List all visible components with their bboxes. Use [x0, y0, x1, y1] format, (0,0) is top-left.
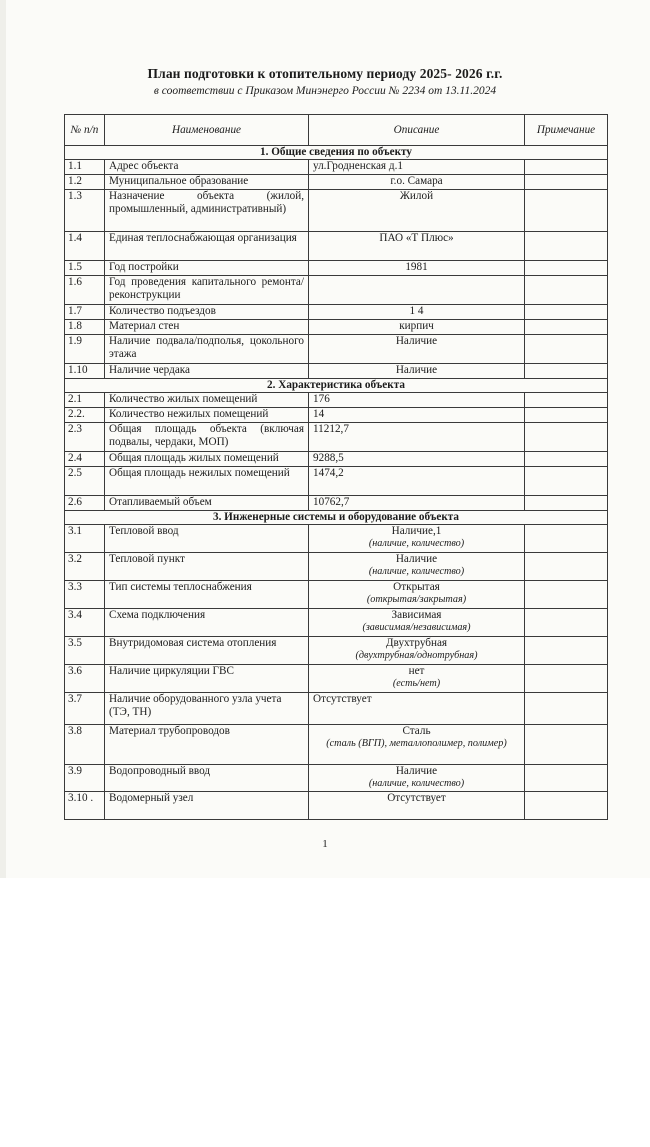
row-num: 3.6: [65, 665, 105, 693]
scan-edge: [0, 0, 6, 878]
row-num: 1.2: [65, 175, 105, 190]
row-num: 3.1: [65, 525, 105, 553]
row-name: Единая теплоснабжающая организация: [105, 232, 309, 261]
row-desc: 1 4: [309, 305, 525, 320]
header-num: № п/п: [65, 115, 105, 146]
row-name: Схема подключения: [105, 609, 309, 637]
row-desc-hint: (открытая/закрытая): [366, 594, 467, 605]
table-row: [65, 305, 608, 320]
row-note: [525, 232, 608, 261]
row-note: [525, 452, 608, 467]
row-name: Материал трубопроводов: [105, 725, 309, 765]
row-num: 1.5: [65, 261, 105, 276]
row-desc: Наличие: [309, 364, 525, 379]
row-num: 1.6: [65, 276, 105, 305]
row-desc: [309, 581, 525, 609]
row-desc-hint: (сталь (ВГП), металлополимер, полимер): [326, 738, 507, 749]
row-name: Наличие подвала/подполья, цокольного этажа: [105, 335, 309, 364]
row-name: Наличие циркуляции ГВС: [105, 665, 309, 693]
row-name: Внутридомовая система отопления: [105, 637, 309, 665]
table-row: [65, 276, 608, 305]
row-name: Количество жилых помещений: [105, 393, 309, 408]
table-row: [65, 335, 608, 364]
table-row: [65, 496, 608, 511]
row-desc: [309, 609, 525, 637]
row-name: Год постройки: [105, 261, 309, 276]
row-num: 3.7: [65, 693, 105, 725]
table-header-row: [65, 115, 608, 146]
page-number: 1: [322, 838, 328, 850]
row-note: [525, 408, 608, 423]
row-num: 3.9: [65, 765, 105, 792]
row-note: [525, 765, 608, 792]
table-row: [65, 693, 608, 725]
table-row: [65, 467, 608, 496]
table-row: [65, 175, 608, 190]
header-desc: Описание: [309, 115, 525, 146]
row-name: Муниципальное образование: [105, 175, 309, 190]
row-note: [525, 792, 608, 820]
row-desc-value: Сталь: [402, 725, 431, 737]
row-name: Общая площадь нежилых помещений: [105, 467, 309, 496]
row-name: Водомерный узел: [105, 792, 309, 820]
row-num: 3.8: [65, 725, 105, 765]
row-note: [525, 496, 608, 511]
row-name: Тепловой пункт: [105, 553, 309, 581]
section-title: 3. Инженерные системы и оборудование объекта: [65, 511, 608, 525]
row-desc: Жилой: [309, 190, 525, 232]
row-num: 2.4: [65, 452, 105, 467]
row-note: [525, 609, 608, 637]
row-num: 3.4: [65, 609, 105, 637]
row-desc: кирпич: [309, 320, 525, 335]
row-desc: Наличие: [309, 335, 525, 364]
row-note: [525, 335, 608, 364]
row-name: Общая площадь объекта (включая подвалы, чердаки, МОП): [105, 423, 309, 452]
row-desc: 1474,2: [309, 467, 525, 496]
row-desc: г.о. Самара: [309, 175, 525, 190]
row-note: [525, 581, 608, 609]
row-num: 1.10: [65, 364, 105, 379]
row-num: 1.3: [65, 190, 105, 232]
row-name: Количество подъездов: [105, 305, 309, 320]
row-note: [525, 725, 608, 765]
row-desc: [309, 525, 525, 553]
row-desc: [309, 637, 525, 665]
row-name: Отапливаемый объем: [105, 496, 309, 511]
table-row: [65, 792, 608, 820]
row-desc: [309, 725, 525, 765]
row-num: 1.1: [65, 160, 105, 175]
row-desc: Отсутствует: [309, 693, 525, 725]
row-desc-hint: (наличие, количество): [368, 538, 465, 549]
row-note: [525, 175, 608, 190]
row-name: Водопроводный ввод: [105, 765, 309, 792]
row-name: Наличие чердака: [105, 364, 309, 379]
row-desc-hint: (наличие, количество): [368, 566, 465, 577]
table-row: [65, 320, 608, 335]
table-row: [65, 393, 608, 408]
row-desc: [309, 553, 525, 581]
row-name: Материал стен: [105, 320, 309, 335]
table-row: [65, 665, 608, 693]
row-name: Общая площадь жилых помещений: [105, 452, 309, 467]
row-note: [525, 665, 608, 693]
row-num: 3.3: [65, 581, 105, 609]
header-name: Наименование: [105, 115, 309, 146]
row-note: [525, 276, 608, 305]
row-desc-hint: (есть/нет): [392, 678, 441, 689]
section-row: [65, 146, 608, 160]
row-desc-hint: (наличие, количество): [368, 778, 465, 789]
row-name: Тепловой ввод: [105, 525, 309, 553]
row-desc: ул.Гродненская д.1: [309, 160, 525, 175]
row-note: [525, 364, 608, 379]
row-num: 3.5: [65, 637, 105, 665]
plan-table: [64, 114, 608, 820]
row-note: [525, 320, 608, 335]
table-row: [65, 452, 608, 467]
section-row: [65, 379, 608, 393]
row-desc-value: Открытая: [393, 581, 440, 593]
header-note: Примечание: [525, 115, 608, 146]
row-name: Назначение объекта (жилой, промышленный, административный): [105, 190, 309, 232]
table-row: [65, 232, 608, 261]
document-title: План подготовки к отопительному периоду 2025- 2026 г.г.: [147, 66, 503, 81]
row-desc: ПАО «Т Плюс»: [309, 232, 525, 261]
row-num: 2.5: [65, 467, 105, 496]
table-row: [65, 765, 608, 792]
row-note: [525, 393, 608, 408]
row-num: 1.7: [65, 305, 105, 320]
row-note: [525, 305, 608, 320]
row-desc: 1981: [309, 261, 525, 276]
table-row: [65, 553, 608, 581]
table-row: [65, 581, 608, 609]
row-name: Адрес объекта: [105, 160, 309, 175]
row-note: [525, 190, 608, 232]
row-desc: 14: [309, 408, 525, 423]
row-num: 2.3: [65, 423, 105, 452]
row-desc: 9288,5: [309, 452, 525, 467]
table-row: [65, 261, 608, 276]
row-desc: 11212,7: [309, 423, 525, 452]
row-desc-value: Зависимая: [391, 609, 442, 621]
row-desc-value: Наличие: [395, 765, 438, 777]
table-row: [65, 408, 608, 423]
row-desc-hint: (двухтрубная/однотрубная): [355, 650, 478, 661]
row-num: 3.10 .: [65, 792, 105, 820]
row-name: Год проведения капитального ремонта/реконструкции: [105, 276, 309, 305]
table-row: [65, 637, 608, 665]
row-desc-value: нет: [408, 665, 425, 677]
row-desc: Отсутствует: [309, 792, 525, 820]
row-name: Тип системы теплоснабжения: [105, 581, 309, 609]
row-desc-value: Двухтрубная: [385, 637, 448, 649]
row-note: [525, 637, 608, 665]
row-desc: [309, 665, 525, 693]
row-desc-hint: (зависимая/независимая): [362, 622, 471, 633]
table-row: [65, 609, 608, 637]
row-desc: 10762,7: [309, 496, 525, 511]
row-desc-value: Наличие,1: [391, 525, 442, 537]
row-name: Количество нежилых помещений: [105, 408, 309, 423]
row-note: [525, 160, 608, 175]
row-note: [525, 525, 608, 553]
row-note: [525, 553, 608, 581]
document-subtitle: в соответствии с Приказом Минэнерго России № 2234 от 13.11.2024: [153, 85, 497, 97]
table-row: [65, 725, 608, 765]
table-row: [65, 525, 608, 553]
row-desc: [309, 276, 525, 305]
row-note: [525, 261, 608, 276]
row-num: 1.4: [65, 232, 105, 261]
row-num: 3.2: [65, 553, 105, 581]
table-row: [65, 423, 608, 452]
row-name: Наличие оборудованного узла учета (ТЭ, ТН): [105, 693, 309, 725]
table-row: [65, 190, 608, 232]
table-row: [65, 364, 608, 379]
section-title: 1. Общие сведения по объекту: [65, 146, 608, 160]
row-note: [525, 693, 608, 725]
row-desc: [309, 765, 525, 792]
section-row: [65, 511, 608, 525]
row-num: 2.1: [65, 393, 105, 408]
table-row: [65, 160, 608, 175]
row-num: 2.2.: [65, 408, 105, 423]
row-desc-value: Наличие: [395, 553, 438, 565]
row-desc: 176: [309, 393, 525, 408]
row-num: 1.9: [65, 335, 105, 364]
row-note: [525, 423, 608, 452]
row-num: 2.6: [65, 496, 105, 511]
row-note: [525, 467, 608, 496]
row-num: 1.8: [65, 320, 105, 335]
section-title: 2. Характеристика объекта: [65, 379, 608, 393]
